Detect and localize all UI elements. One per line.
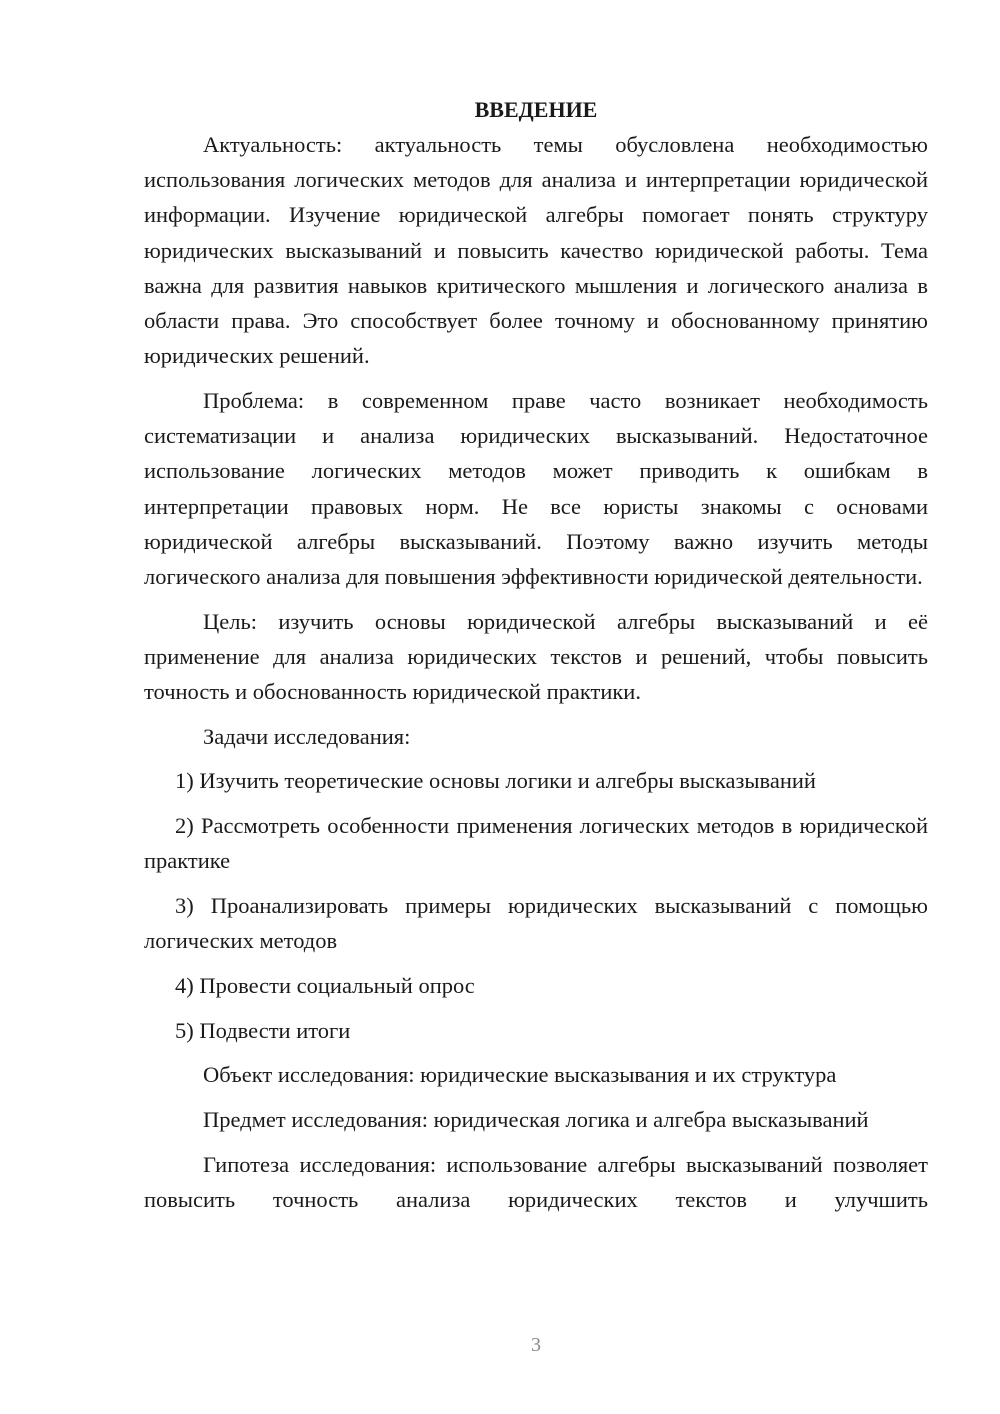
page-number: 3 [531,1334,541,1356]
document-page [144,95,928,1227]
task-item: 2) Рассмотреть особенности применения логических методов в юридической практике [144,813,928,874]
task-item: 4) Провести социальный опрос [175,972,475,998]
hypothesis-paragraph: Гипотеза исследования: использование алгебры высказываний позволяет повысить точность анализа юридических текстов и улучшить [144,1151,928,1212]
problem-paragraph: Проблема: в современном праве часто возникает необходимость систематизации и анализа юридических высказываний. Недостаточное использование логических методов может приводить к ошибкам в интерпретации правовых норм. Не все юристы знакомы с основами юридической алгебры высказываний. Поэтому важно изучить методы логического анализа для повышения эффективности юридической деятельности. [144,387,928,589]
subject-paragraph: Предмет исследования: юридическая логика и алгебра высказываний [203,1107,869,1133]
task-item: 1) Изучить теоретические основы логики и алгебры высказываний [175,768,816,794]
task-item: 5) Подвести итоги [175,1017,351,1043]
tasks-heading: Задачи исследования: [203,723,411,749]
section-title: ВВЕДЕНИЕ [474,97,598,122]
task-item: 3) Проанализировать примеры юридических высказываний с помощью логических методов [144,893,928,954]
object-paragraph: Объект исследования: юридические высказывания и их структура [203,1062,837,1088]
goal-paragraph: Цель: изучить основы юридической алгебры высказываний и её применение для анализа юридических текстов и решений, чтобы повысить точность и обоснованность юридической практики. [144,608,928,705]
relevance-paragraph: Актуальность: актуальность темы обусловлена необходимостью использования логических методов для анализа и интерпретации юридической информации. Изучение юридической алгебры помогает понять структуру юридических высказываний и повысить качество юридической работы. Тема важна для развития навыков критического мышления и логического анализа в области права. Это способствует более точному и обоснованному принятию юридических решений. [144,132,928,369]
